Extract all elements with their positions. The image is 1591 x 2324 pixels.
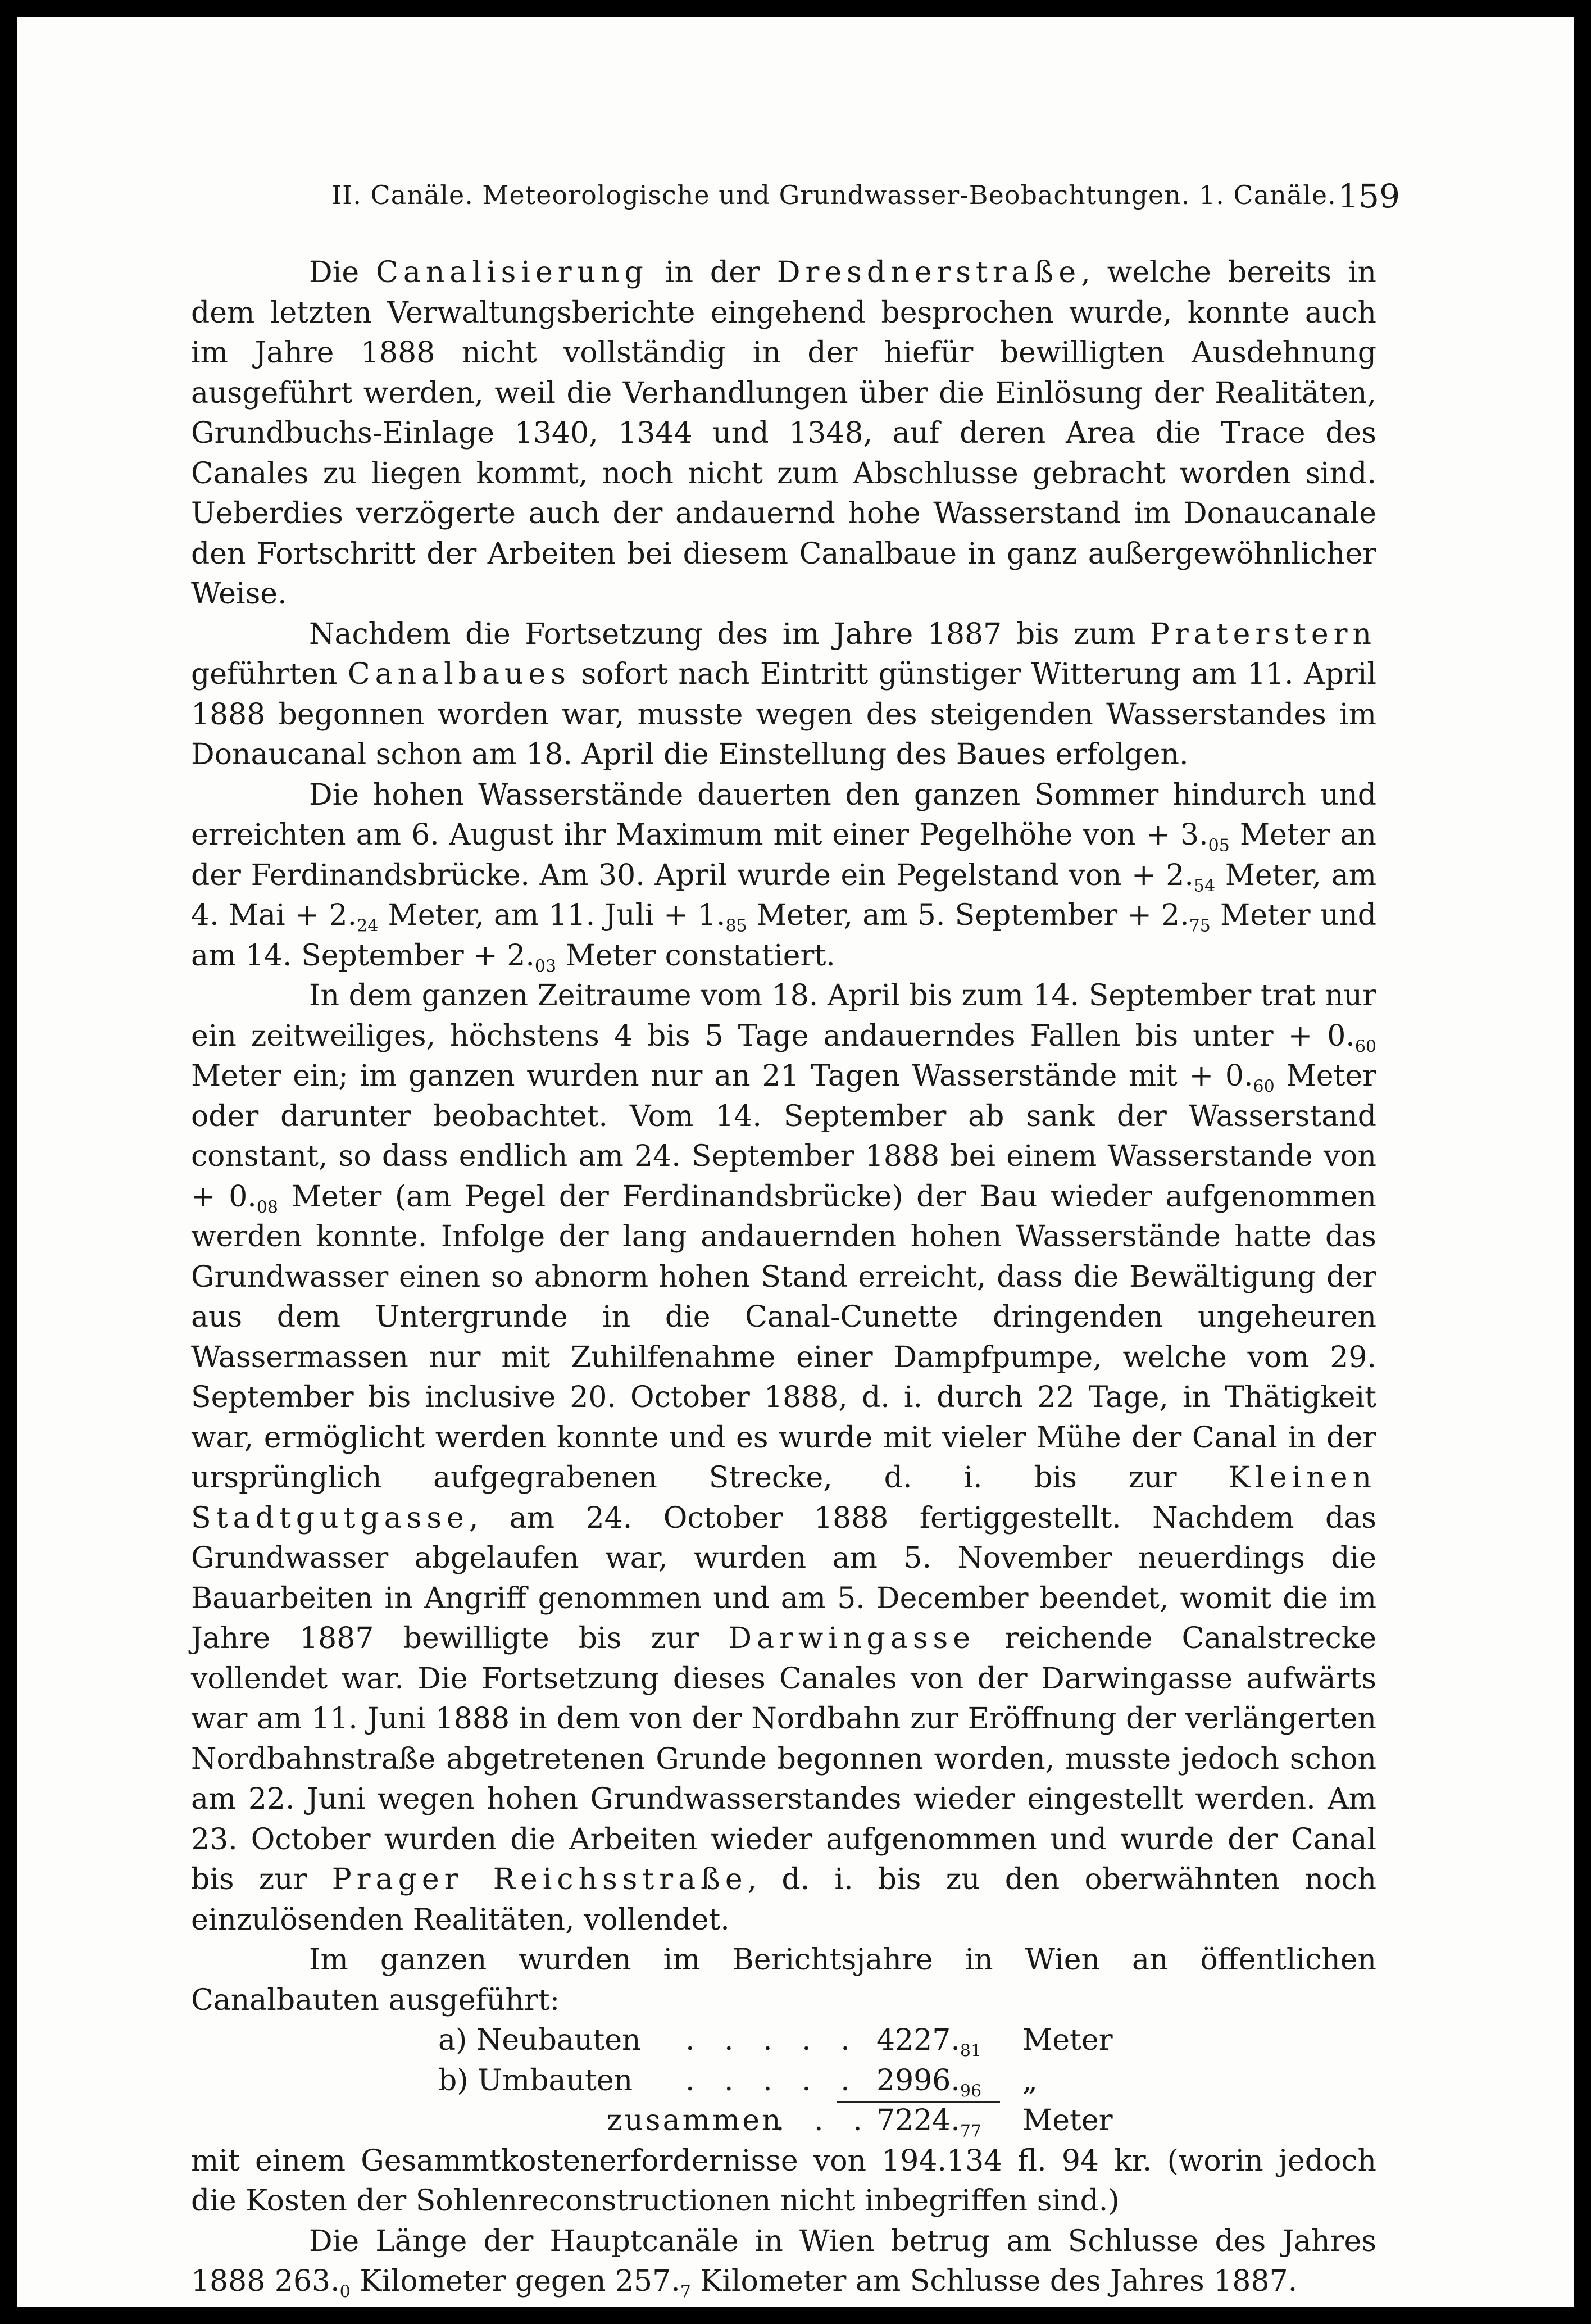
- spaced-term: Dresdnerstraße: [776, 256, 1081, 289]
- decimal: 60: [1253, 1077, 1275, 1097]
- item-value: [876, 2021, 981, 2061]
- spaced-term: Prager Reichsstraße: [331, 1863, 748, 1896]
- text-run: , welche bereits in dem letzten Verwaltungsberichte eingehend besprochen wurde, konnte auch im Jahre 1888 nicht vollständig in der hiefür bewilligten Ausdehnung ausgeführt werden, weil die Verhandlungen über die Einlösung der Realitäten, Grundbuchs-Einlage 1340, 1344 und 1348, auf deren Area die Trace des Canales zu liegen kommt, noch nicht zum Abschlusse gebracht worden sind. Ueberdies verzögerte auch der andauernd hohe Wasserstand im Donaucanale den Fortschritt der Arbeiten bei diesem Canalbaue in ganz außergewöhnlicher Weise.: [191, 256, 1376, 611]
- text-run: Meter an der Ferdinandsbrücke. Am 30. April wurde ein Pegelstand von + 2.: [191, 818, 1376, 892]
- decimal: 60: [1354, 1036, 1376, 1056]
- total-label: zusammen: [607, 2104, 783, 2137]
- decimal: 03: [534, 956, 557, 976]
- paragraph-6: mit einem Gesammtkostenerfordernisse von 194.134 fl. 94 kr. (worin jedoch die Kosten der Sohlenreconstructionen nicht inbegriffen sind.): [191, 2144, 1376, 2218]
- text-run: , d. i. bis zu den oberwähnten noch einzulösenden Realitäten, vollendet.: [191, 1863, 1376, 1937]
- text-run: reichende Canalstrecke vollendet war. Die Fortsetzung dieses Canales von der Darwingasse aufwärts war am 11. Juni 1888 in dem von der Nordbahn zur Eröffnung der verlängerten Nordbahnstraße abgetretenen Grunde begonnen worden, musste jedoch schon am 22. Juni wegen hohen Grundwasserstandes wieder eingestellt werden. Am 23. October wurden die Arbeiten wieder aufgenommen und wurde der Canal bis zur: [191, 1622, 1376, 1896]
- leader-dots: . . . . .: [685, 2023, 860, 2057]
- decimal: 81: [960, 2041, 982, 2061]
- item-unit: „: [1022, 2063, 1038, 2098]
- item-value: [876, 2061, 981, 2101]
- body-text: [191, 253, 1376, 2302]
- decimal: 0: [339, 2282, 351, 2302]
- text-run: in der: [648, 256, 777, 289]
- decimal: 24: [357, 916, 379, 936]
- value-int: 7224.: [876, 2104, 960, 2137]
- text-run: In dem ganzen Zeitraume vom 18. April bis zum 14. September trat nur ein zeitweiliges, höchstens 4 bis 5 Tage andauerndes Fallen bis unter + 0.: [191, 979, 1376, 1053]
- text-run: Die hohen Wasserstände dauerten den ganzen Sommer hindurch und erreichten am 6. August ihr Maximum mit einer Pegelhöhe von + 3.: [191, 778, 1376, 852]
- leader-dots: . . . . .: [685, 2063, 860, 2098]
- item-label: a) Neubauten: [438, 2023, 641, 2057]
- paragraph-1: [191, 253, 1376, 615]
- spaced-term: Praterstern: [1149, 617, 1376, 651]
- leader-dots: . . .: [775, 2104, 872, 2137]
- paragraph-2: [191, 615, 1376, 775]
- item-label: b) Umbauten: [438, 2063, 633, 2098]
- text-run: Die Länge der Hauptcanäle in Wien betrug am Schlusse des Jahres 1888 263.: [191, 2224, 1376, 2298]
- value-int: 4227.: [876, 2023, 960, 2057]
- decimal: 08: [256, 1197, 279, 1217]
- text-run: Meter (am Pegel der Ferdinandsbrücke) der Bau wieder aufgenommen werden konnte. Infolge der lang andauernden hohen Wasserstände hatte das Grundwasser einen so abnorm hohen Stand erreicht, dass die Bewältigung der aus dem Untergrunde in die Canal-Cunette dringenden ungeheuren Wassermassen nur mit Zuhilfenahme einer Dampfpumpe, welche vom 29. September bis inclusive 20. October 1888, d. i. durch 22 Tage, in Thätigkeit war, ermöglicht werden konnte und es wurde mit vieler Mühe der Canal in der ursprünglich aufgegrabenen Strecke, d. i. bis zur: [191, 1179, 1376, 1495]
- text-run: Meter, am 11. Juli + 1.: [378, 898, 726, 932]
- total-row: [191, 2101, 1376, 2141]
- text-run: Meter ein; im ganzen wurden nur an 21 Tagen Wasserstände mit + 0.: [191, 1059, 1253, 1093]
- decimal: 75: [1189, 916, 1211, 936]
- page-number: 159: [1338, 177, 1400, 215]
- list-item-neubauten: [191, 2021, 1376, 2061]
- text-run: Kilometer gegen 257.: [350, 2264, 680, 2298]
- text-run: Kilometer am Schlusse des Jahres 1887.: [690, 2264, 1298, 2298]
- item-unit: Meter: [1022, 2104, 1113, 2137]
- decimal: 77: [960, 2121, 982, 2141]
- text-run: Meter und am 14. September + 2.: [191, 898, 1376, 973]
- page: [17, 17, 1574, 2307]
- decimal: 7: [680, 2282, 691, 2302]
- text-run: Die: [309, 256, 376, 289]
- text-run: sofort nach Eintritt günstiger Witterung am 11. April 1888 begonnen worden war, musste wegen des steigenden Wasserstandes im Donaucanal schon am 18. April die Einstellung des Baues erfolgen.: [191, 657, 1376, 771]
- spaced-term: Kleinen Stadtgutgasse: [191, 1461, 1376, 1535]
- spaced-term: Darwingasse: [728, 1622, 975, 1655]
- total-value: [876, 2101, 981, 2141]
- paragraph-3: [191, 775, 1376, 977]
- paragraph-7: [191, 2222, 1376, 2302]
- text-run: Meter constatiert.: [556, 938, 835, 973]
- text-run: Nachdem die Fortsetzung des im Jahre 1887 bis zum: [309, 617, 1150, 651]
- decimal: 05: [1208, 836, 1230, 856]
- text-run: , am 24. October 1888 fertiggestellt. Nachdem das Grundwasser abgelaufen war, wurden am 5. November neuerdings die Bauarbeiten in Angriff genommen und am 5. December beendet, womit die im Jahre 1887 bewilligte bis zur: [191, 1501, 1376, 1655]
- spaced-term: Canalisierung: [376, 256, 648, 289]
- decimal: 85: [725, 916, 747, 936]
- text-run: Meter, am 5. September + 2.: [747, 898, 1189, 932]
- decimal: 96: [960, 2081, 982, 2101]
- paragraph-4: [191, 976, 1376, 1940]
- value-int: 2996.: [876, 2063, 960, 2098]
- text-run: Meter, am 4. Mai + 2.: [191, 858, 1377, 932]
- decimal: 54: [1193, 875, 1216, 896]
- list-item-umbauten: [191, 2061, 1376, 2101]
- running-header: II. Canäle. Meteorologische und Grundwasser-Beobachtungen. 1. Canäle.: [331, 180, 1337, 210]
- text-run: Meter oder darunter beobachtet. Vom 14. September ab sank der Wasserstand constant, so dass endlich am 24. September 1888 bei einem Wasserstande von + 0.: [191, 1059, 1376, 1214]
- item-unit: Meter: [1022, 2023, 1113, 2057]
- spaced-term: Canalbaues: [347, 657, 571, 691]
- text-run: geführten: [191, 657, 348, 691]
- paragraph-5: Im ganzen wurden im Berichtsjahre in Wien an öffentlichen Canalbauten ausgeführt:: [191, 1943, 1376, 2017]
